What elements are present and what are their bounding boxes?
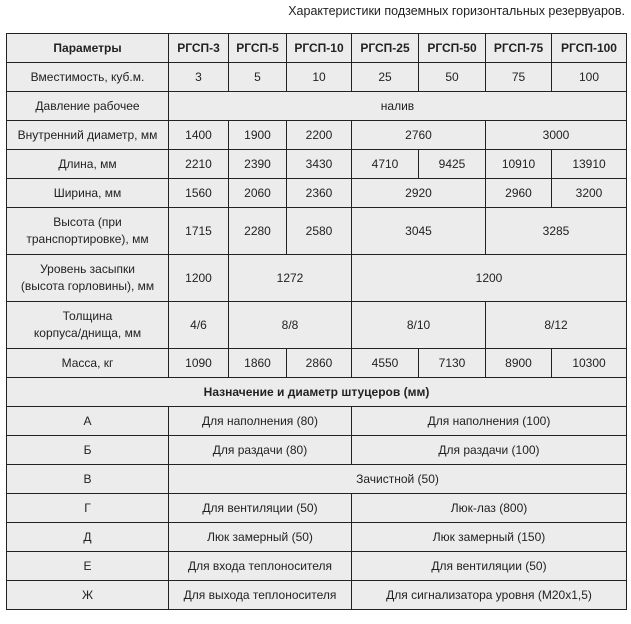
cell-value: 3045: [352, 208, 486, 255]
nozzle-purpose: Для наполнения (100): [352, 407, 627, 436]
cell-value: 2060: [229, 179, 287, 208]
cell-value: 2920: [352, 179, 486, 208]
nozzle-purpose: Для выхода теплоносителя: [169, 581, 352, 610]
nozzle-purpose: Люк замерный (150): [352, 523, 627, 552]
cell-value: 1200: [169, 255, 229, 302]
row-label-line: Высота (при: [53, 215, 122, 229]
cell-value: 2390: [229, 150, 287, 179]
cell-value: 1715: [169, 208, 229, 255]
nozzle-row-zh: [7, 581, 627, 610]
row-label-line: Толщина: [62, 309, 113, 323]
nozzle-row-d: [7, 523, 627, 552]
cell-value: 2960: [486, 179, 552, 208]
cell-value: 2760: [352, 121, 486, 150]
cell-value: 9425: [419, 150, 486, 179]
nozzle-letter: Г: [7, 494, 169, 523]
cell-value: 2580: [287, 208, 352, 255]
cell-value: 2360: [287, 179, 352, 208]
row-thickness: [7, 302, 627, 349]
row-label: Масса, кг: [7, 349, 169, 378]
cell-value: 8/10: [352, 302, 486, 349]
header-model: РГСП-5: [229, 34, 287, 63]
header-parameters: Параметры: [7, 34, 169, 63]
cell-value: 3000: [486, 121, 627, 150]
nozzle-purpose: Для вентиляции (50): [352, 552, 627, 581]
header-model: РГСП-100: [552, 34, 627, 63]
cell-value: 8/8: [229, 302, 352, 349]
cell-value: 8900: [486, 349, 552, 378]
cell-value: 75: [486, 63, 552, 92]
header-model: РГСП-75: [486, 34, 552, 63]
cell-value: 3430: [287, 150, 352, 179]
row-label: Давление рабочее: [7, 92, 169, 121]
row-label: [7, 255, 169, 302]
nozzle-letter: Б: [7, 436, 169, 465]
row-label: Длина, мм: [7, 150, 169, 179]
row-label-line: транспортировке), мм: [26, 232, 149, 246]
nozzle-row-a: [7, 407, 627, 436]
row-mass: [7, 349, 627, 378]
cell-value: 13910: [552, 150, 627, 179]
row-label-line: Уровень засыпки: [40, 262, 135, 276]
cell-value: 2210: [169, 150, 229, 179]
row-height: [7, 208, 627, 255]
cell-value: 8/12: [486, 302, 627, 349]
nozzle-purpose: Для входа теплоносителя: [169, 552, 352, 581]
cell-value: 1090: [169, 349, 229, 378]
cell-value: 1272: [229, 255, 352, 302]
nozzle-letter: Ж: [7, 581, 169, 610]
cell-value: 4/6: [169, 302, 229, 349]
row-label-line: корпуса/днища, мм: [33, 326, 142, 340]
header-model: РГСП-10: [287, 34, 352, 63]
cell-value: 50: [419, 63, 486, 92]
nozzle-purpose: Люк-лаз (800): [352, 494, 627, 523]
cell-value: 3200: [552, 179, 627, 208]
specifications-table: [6, 33, 627, 610]
nozzle-purpose: Зачистной (50): [169, 465, 627, 494]
nozzle-purpose: Для сигнализатора уровня (М20х1,5): [352, 581, 627, 610]
header-model: РГСП-3: [169, 34, 229, 63]
nozzle-row-b: [7, 436, 627, 465]
nozzle-row-g: [7, 494, 627, 523]
row-label-line: (высота горловины), мм: [20, 279, 155, 293]
nozzle-letter: Д: [7, 523, 169, 552]
cell-value: 3285: [486, 208, 627, 255]
row-width: [7, 179, 627, 208]
row-backfill: [7, 255, 627, 302]
nozzle-purpose: Для раздачи (80): [169, 436, 352, 465]
cell-value: 4710: [352, 150, 419, 179]
cell-value: 2860: [287, 349, 352, 378]
cell-value: 1560: [169, 179, 229, 208]
header-model: РГСП-50: [419, 34, 486, 63]
cell-value: 5: [229, 63, 287, 92]
nozzle-row-v: [7, 465, 627, 494]
row-label: [7, 302, 169, 349]
nozzle-purpose: Люк замерный (50): [169, 523, 352, 552]
cell-value: 2280: [229, 208, 287, 255]
header-row: [7, 34, 627, 63]
nozzle-letter: А: [7, 407, 169, 436]
row-label: Вместимость, куб.м.: [7, 63, 169, 92]
cell-value: 10: [287, 63, 352, 92]
cell-value: 1900: [229, 121, 287, 150]
row-label: Внутренний диаметр, мм: [7, 121, 169, 150]
row-label: Ширина, мм: [7, 179, 169, 208]
nozzle-purpose: Для наполнения (80): [169, 407, 352, 436]
header-model: РГСП-25: [352, 34, 419, 63]
cell-value: 2200: [287, 121, 352, 150]
cell-value: 100: [552, 63, 627, 92]
cell-value: налив: [169, 92, 627, 121]
cell-value: 25: [352, 63, 419, 92]
cell-value: 10910: [486, 150, 552, 179]
cell-value: 7130: [419, 349, 486, 378]
nozzle-letter: Е: [7, 552, 169, 581]
cell-value: 1200: [352, 255, 627, 302]
cell-value: 3: [169, 63, 229, 92]
row-label: [7, 208, 169, 255]
row-length: [7, 150, 627, 179]
cell-value: 1860: [229, 349, 287, 378]
cell-value: 10300: [552, 349, 627, 378]
nozzle-purpose: Для вентиляции (50): [169, 494, 352, 523]
section-header-row: [7, 378, 627, 407]
table-caption: Характеристики подземных горизонтальных резервуаров.: [288, 4, 625, 18]
nozzle-letter: В: [7, 465, 169, 494]
row-pressure: [7, 92, 627, 121]
row-diameter: [7, 121, 627, 150]
cell-value: 4550: [352, 349, 419, 378]
nozzle-purpose: Для раздачи (100): [352, 436, 627, 465]
section-title: Назначение и диаметр штуцеров (мм): [7, 378, 627, 407]
cell-value: 1400: [169, 121, 229, 150]
row-capacity: [7, 63, 627, 92]
nozzle-row-e: [7, 552, 627, 581]
